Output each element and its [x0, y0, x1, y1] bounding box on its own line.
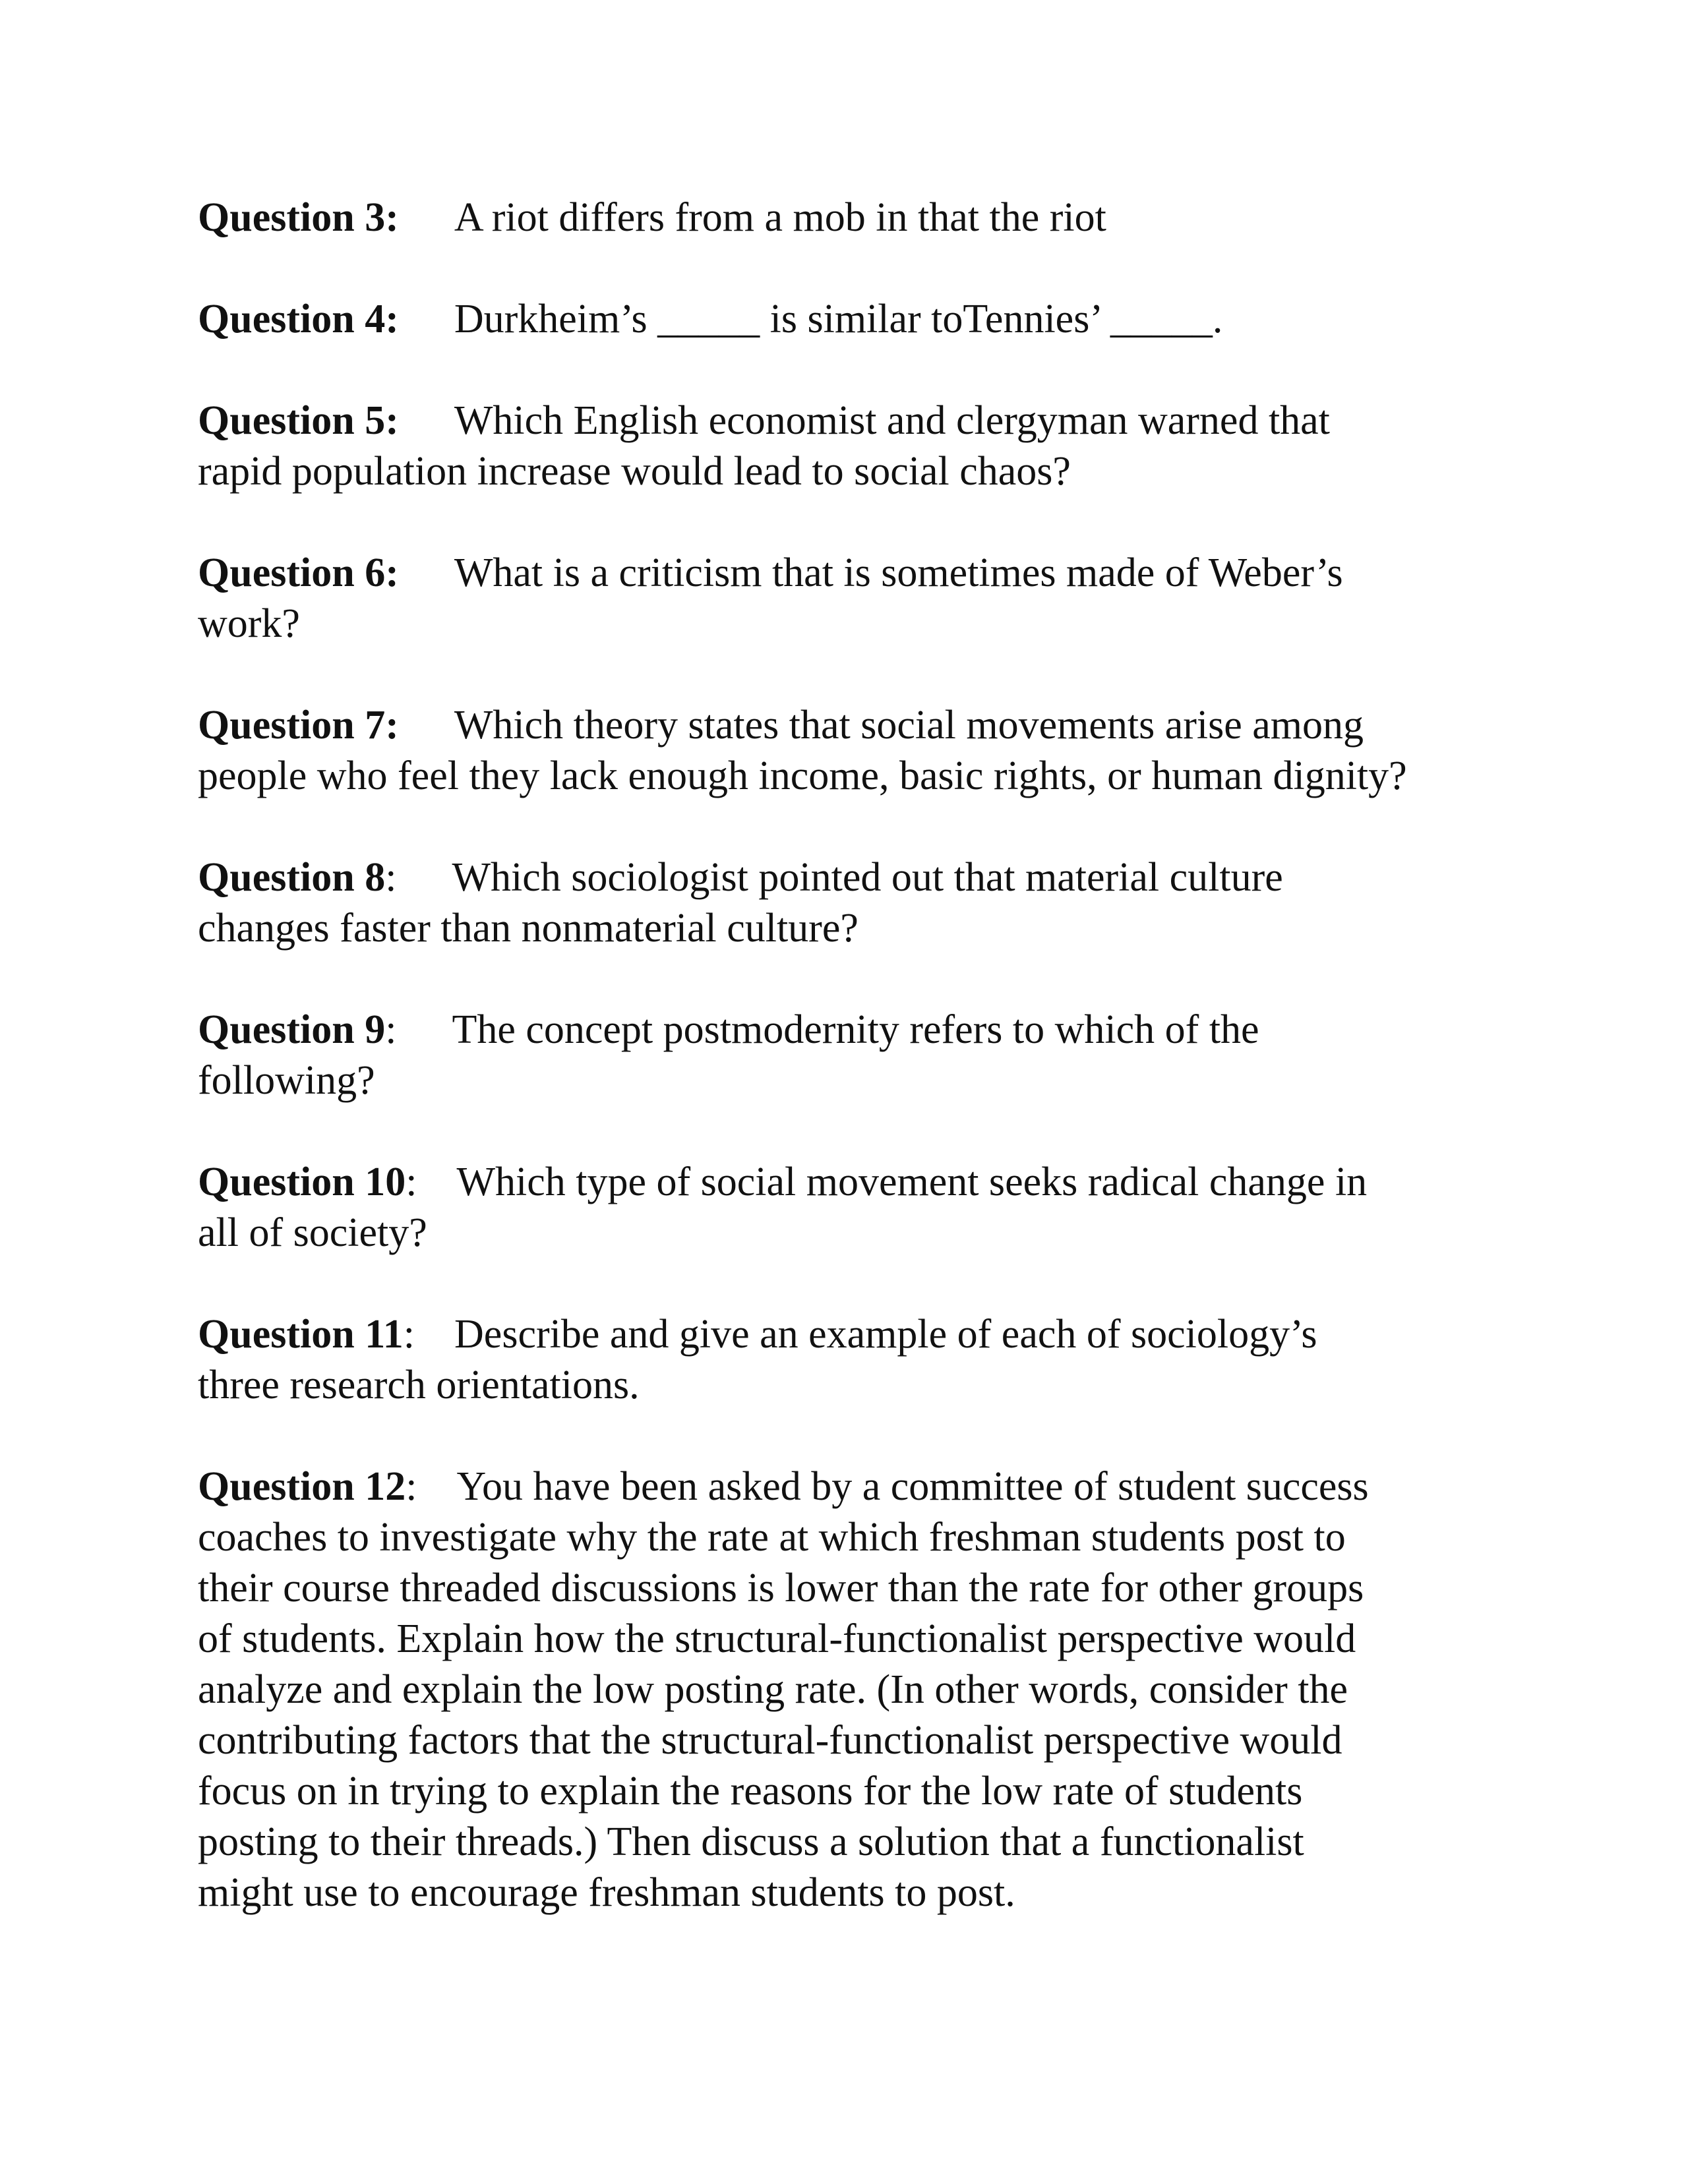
question-11-line-1 [198, 1309, 1517, 1360]
question-10-label: Question 10: [198, 1160, 417, 1204]
question-12 [198, 1461, 1517, 1918]
question-9-text-line-2: following? [198, 1058, 375, 1103]
question-9 [198, 1005, 1517, 1106]
question-9-text-line-1: The concept postmodernity refers to which of the [452, 1007, 1259, 1052]
question-8-text-line-1: Which sociologist pointed out that material culture [452, 855, 1283, 900]
question-12-text-line-6: contributing factors that the structural-functionalist perspective would [198, 1718, 1342, 1763]
question-11-text-line-1: Describe and give an example of each of sociology’s [454, 1312, 1317, 1357]
question-12-text-line-3: their course threaded discussions is lower than the rate for other groups [198, 1566, 1364, 1610]
question-10-text-line-1: Which type of social movement seeks radical change in [456, 1160, 1368, 1204]
question-4-label: Question 4: [198, 297, 399, 341]
question-5 [198, 396, 1517, 497]
question-8-label: Question 8: [198, 855, 397, 900]
question-8 [198, 852, 1517, 954]
question-10-line-1 [198, 1157, 1517, 1208]
question-4-line-1 [198, 294, 1517, 345]
question-3-text: A riot differs from a mob in that the riot [454, 195, 1106, 240]
question-7-text-line-1: Which theory states that social movements arise among [454, 703, 1364, 748]
question-12-label: Question 12: [198, 1464, 417, 1509]
question-9-label: Question 9: [198, 1007, 397, 1052]
question-12-text-line-1: You have been asked by a committee of student success [456, 1464, 1369, 1509]
question-3 [198, 192, 1517, 243]
question-12-text-line-4: of students. Explain how the structural-functionalist perspective would [198, 1616, 1356, 1661]
question-5-text-line-1: Which English economist and clergyman warned that [454, 398, 1330, 443]
question-7-line-1 [198, 700, 1517, 751]
question-12-text-line-7: focus on in trying to explain the reasons for the low rate of students [198, 1769, 1303, 1814]
question-11 [198, 1309, 1517, 1411]
question-6-text-line-2: work? [198, 601, 300, 646]
question-3-label: Question 3: [198, 195, 399, 240]
question-12-text-line-8: posting to their threads.) Then discuss a solution that a functionalist [198, 1819, 1304, 1864]
question-12-text-line-9: might use to encourage freshman students to post. [198, 1870, 1015, 1915]
question-6-label: Question 6: [198, 550, 399, 595]
question-12-text-line-2: coaches to investigate why the rate at which freshman students post to [198, 1515, 1346, 1560]
question-7-text-line-2: people who feel they lack enough income, basic rights, or human dignity? [198, 753, 1407, 798]
question-9-line-1 [198, 1005, 1517, 1055]
question-8-line-1 [198, 852, 1517, 903]
question-5-line-1 [198, 396, 1517, 446]
question-11-label: Question 11: [198, 1312, 415, 1357]
question-5-text-line-2: rapid population increase would lead to social chaos? [198, 449, 1071, 494]
question-7 [198, 700, 1517, 802]
question-8-text-line-2: changes faster than nonmaterial culture? [198, 906, 859, 951]
question-12-text-line-5: analyze and explain the low posting rate. (In other words, consider the [198, 1667, 1348, 1712]
question-12-line-1 [198, 1461, 1517, 1512]
question-4 [198, 294, 1517, 345]
question-11-text-line-2: three research orientations. [198, 1363, 640, 1407]
question-10 [198, 1157, 1517, 1258]
question-10-text-line-2: all of society? [198, 1210, 427, 1255]
question-3-line-1 [198, 192, 1517, 243]
question-6-text-line-1: What is a criticism that is sometimes made of Weber’s [454, 550, 1343, 595]
question-7-label: Question 7: [198, 703, 399, 748]
question-6-line-1 [198, 548, 1517, 599]
question-5-label: Question 5: [198, 398, 399, 443]
document-page [198, 192, 1517, 1969]
question-4-text: Durkheim’s _____ is similar toTennies’ _____. [454, 297, 1223, 341]
question-6 [198, 548, 1517, 649]
